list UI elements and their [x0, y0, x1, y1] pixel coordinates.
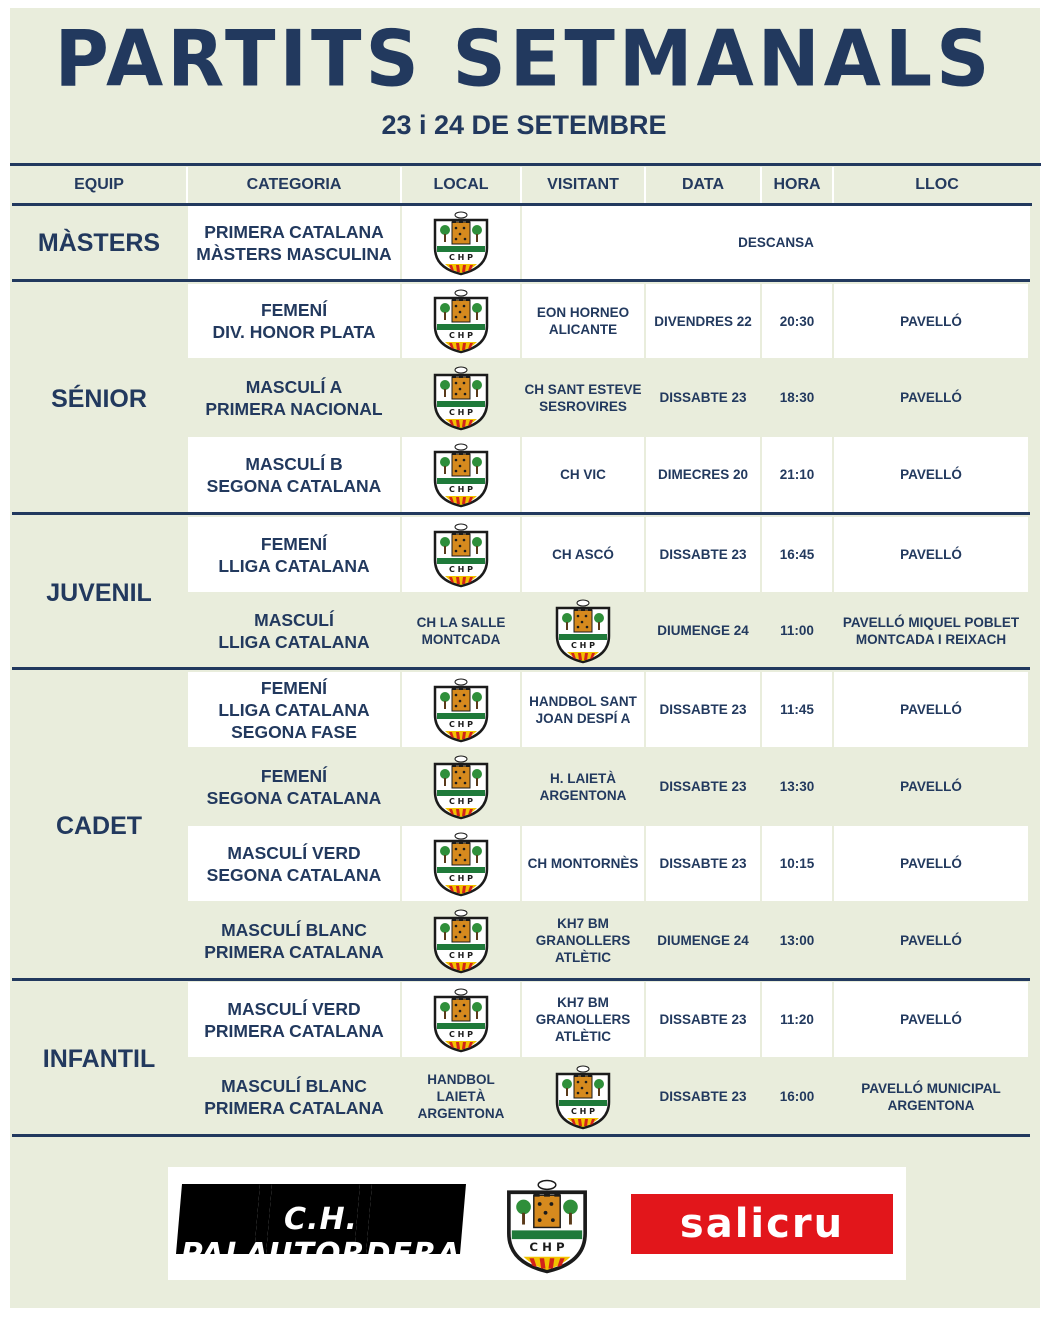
poster-subtitle: 23 i 24 DE SETEMBRE	[381, 110, 667, 140]
cell-text-line: ALICANTE	[548, 322, 618, 337]
cell-text-line: ARGENTONA	[887, 1097, 975, 1113]
visitant-cell	[522, 903, 644, 978]
time-cell	[762, 360, 832, 435]
cell-text-line: MASCULÍ A	[245, 376, 343, 397]
cell-text-line: CH ASCÓ	[552, 547, 614, 562]
svg-text:C H P: C H P	[449, 564, 473, 574]
cell-text-line: PAVELLÓ	[900, 702, 962, 717]
cell-text-line: MÀSTERS MASCULINA	[196, 243, 392, 264]
svg-text:C H P: C H P	[449, 796, 473, 806]
cell-text-line: CH LA SALLE	[416, 614, 506, 630]
category-cell	[188, 672, 400, 747]
cell-text-line: PAVELLÓ	[900, 1012, 962, 1027]
cell-text-line: PAVELLÓ	[900, 933, 962, 948]
category-cell	[188, 206, 400, 279]
svg-text:C H P: C H P	[449, 331, 473, 340]
svg-text:C H P: C H P	[449, 252, 473, 262]
category-cell	[188, 982, 400, 1057]
date-cell	[646, 903, 760, 978]
team-name: JUVENIL	[46, 578, 152, 607]
sponsor-logo-text: salicru	[679, 1201, 845, 1247]
time-cell	[762, 594, 832, 667]
match-time: 18:30	[779, 390, 815, 405]
chp-crest-icon	[431, 908, 491, 974]
chp-crest-icon	[431, 831, 491, 897]
cell-text-line: MASCULÍ BLANC	[221, 1075, 367, 1096]
venue-cell	[834, 982, 1028, 1057]
cell-text-line: LLIGA CATALANA	[218, 555, 370, 576]
header-column-divider	[832, 167, 834, 203]
cell-text-line: SEGONA CATALANA	[206, 787, 382, 808]
cell-text-line: GRANOLLERS	[535, 1012, 631, 1027]
visitant-cell	[522, 517, 644, 592]
column-header-lloc: LLOC	[834, 167, 1040, 203]
local-cell	[402, 284, 520, 358]
date-cell	[646, 284, 760, 358]
venue-cell	[834, 360, 1028, 435]
svg-text:C H P: C H P	[449, 719, 473, 729]
team-cell-màsters	[12, 206, 186, 281]
group-bottom-rule	[12, 512, 1030, 515]
match-date: DIVENDRES 22	[654, 313, 752, 329]
footer-crest-icon	[503, 1177, 591, 1275]
match-time: 11:45	[780, 702, 814, 717]
visitant-cell	[522, 594, 644, 667]
team-cell-infantil	[12, 982, 186, 1136]
visitant-cell	[522, 749, 644, 824]
date-cell	[646, 517, 760, 592]
cell-text-line: MASCULÍ	[254, 609, 334, 630]
cell-text-line: ARGENTONA	[417, 1106, 505, 1121]
time-cell	[762, 672, 832, 747]
match-time: 13:30	[779, 779, 815, 794]
cell-text-line: H. LAIETÀ	[549, 770, 616, 786]
match-date: DIMECRES 20	[657, 467, 749, 482]
rest-note: DESCANSA	[738, 235, 814, 250]
cell-text-line: MASCULÍ VERD	[227, 842, 361, 863]
match-time: 10:15	[779, 856, 815, 871]
group-bottom-rule	[12, 279, 1030, 282]
match-date: DISSABTE 23	[659, 1012, 747, 1027]
header-column-divider	[400, 167, 402, 203]
column-header-hora: HORA	[762, 167, 832, 203]
time-cell	[762, 517, 832, 592]
match-date: DISSABTE 23	[659, 1089, 747, 1104]
match-time: 13:00	[779, 933, 815, 948]
svg-text:C H P: C H P	[529, 1239, 565, 1254]
visitant-cell	[522, 826, 644, 901]
svg-text:C H P: C H P	[449, 484, 473, 494]
cell-text-line: PAVELLÓ	[900, 390, 962, 405]
chp-crest-icon	[553, 1064, 613, 1130]
cell-text-line: KH7 BM	[557, 995, 609, 1010]
cell-text-line: PRIMERA CATALANA	[204, 221, 384, 242]
venue-cell	[834, 594, 1028, 667]
cell-text-line: ATLÈTIC	[555, 950, 611, 965]
venue-cell	[834, 672, 1028, 747]
local-cell	[402, 903, 520, 978]
cell-text-line: MASCULÍ BLANC	[221, 919, 367, 940]
category-cell	[188, 903, 400, 978]
match-date: DISSABTE 23	[659, 702, 747, 717]
chp-crest-icon	[431, 288, 491, 354]
venue-cell	[834, 517, 1028, 592]
cell-text-line: FEMENÍ	[260, 765, 328, 786]
team-cell-cadet	[12, 672, 186, 980]
group-bottom-rule	[12, 667, 1030, 670]
cell-text-line: KH7 BM	[557, 916, 609, 931]
local-cell	[402, 517, 520, 592]
team-name: SÉNIOR	[51, 384, 147, 413]
cell-text-line: SEGONA CATALANA	[206, 864, 382, 885]
match-date: DISSABTE 23	[659, 547, 747, 562]
match-time: 20:30	[779, 313, 815, 329]
cell-text-line: PAVELLÓ MUNICIPAL	[861, 1080, 1001, 1096]
cell-text-line: SESROVIRES	[539, 398, 627, 414]
cell-text-line: LLIGA CATALANA	[218, 631, 370, 652]
category-cell	[188, 437, 400, 512]
cell-text-line: FEMENÍ	[260, 300, 328, 320]
cell-text-line: CH VIC	[560, 467, 606, 482]
group-bottom-rule	[12, 1134, 1030, 1137]
cell-text-line: PRIMERA NACIONAL	[205, 398, 383, 419]
cell-text-line: JOAN DESPÍ A	[535, 710, 631, 726]
cell-text-line: PAVELLÓ	[900, 313, 962, 329]
date-cell	[646, 1059, 760, 1134]
chp-crest-icon	[431, 754, 491, 820]
venue-cell	[834, 437, 1028, 512]
venue-cell	[834, 1059, 1028, 1134]
cell-text-line: MONTCADA	[421, 631, 501, 647]
svg-text:C H P: C H P	[571, 1106, 595, 1116]
cell-text-line: CH MONTORNÈS	[527, 856, 639, 871]
column-header-categoria: CATEGORIA	[188, 167, 400, 203]
svg-text:C H P: C H P	[449, 1029, 473, 1039]
local-cell	[402, 437, 520, 512]
date-cell	[646, 982, 760, 1057]
cell-text-line: SEGONA FASE	[231, 721, 357, 742]
match-date: DIUMENGE 24	[657, 933, 749, 948]
cell-text-line: HANDBOL LAIETÀ	[427, 1072, 495, 1104]
chp-crest-icon	[431, 365, 491, 431]
chp-crest-icon	[431, 210, 491, 276]
sponsor-logo	[631, 1194, 893, 1254]
club-logo-text: C.H. PALAUTORDERA	[180, 1202, 462, 1272]
visitant-cell	[522, 672, 644, 747]
venue-cell	[834, 903, 1028, 978]
visitant-cell	[522, 284, 644, 358]
local-cell	[402, 826, 520, 901]
svg-text:C H P: C H P	[449, 407, 473, 417]
local-cell	[402, 360, 520, 435]
cell-text-line: PAVELLÓ	[900, 547, 962, 562]
match-date: DISSABTE 23	[659, 390, 747, 405]
cell-text-line: PAVELLÓ	[900, 467, 962, 482]
date-cell	[646, 360, 760, 435]
chp-crest-icon	[553, 598, 613, 664]
date-cell	[646, 594, 760, 667]
header-top-rule	[10, 163, 1041, 166]
cell-text-line: FEMENÍ	[260, 533, 328, 554]
column-header-local: LOCAL	[402, 167, 520, 203]
time-cell	[762, 903, 832, 978]
local-cell	[402, 672, 520, 747]
cell-text-line: PRIMERA CATALANA	[204, 941, 384, 962]
cell-text-line: DIV. HONOR PLATA	[212, 322, 376, 342]
chp-crest-icon	[431, 987, 491, 1053]
cell-text-line: PAVELLÓ MIQUEL POBLET	[842, 614, 1020, 630]
venue-cell	[834, 826, 1028, 901]
category-cell	[188, 517, 400, 592]
match-time: 21:10	[779, 467, 815, 482]
group-bottom-rule	[12, 978, 1030, 981]
cell-text-line: HANDBOL SANT	[529, 693, 637, 709]
match-time: 16:00	[779, 1089, 815, 1104]
local-cell	[402, 749, 520, 824]
descansa-cell	[522, 206, 1030, 279]
cell-text-line: EON HORNEO	[536, 305, 630, 320]
chp-crest-icon	[431, 677, 491, 743]
time-cell	[762, 749, 832, 824]
time-cell	[762, 284, 832, 358]
cell-text-line: MONTCADA I REIXACH	[855, 631, 1007, 647]
cell-text-line: PRIMERA CATALANA	[204, 1020, 384, 1041]
local-cell	[402, 206, 520, 279]
local-cell	[402, 594, 520, 667]
time-cell	[762, 982, 832, 1057]
column-header-visitant: VISITANT	[522, 167, 644, 203]
cell-text-line: ARGENTONA	[539, 787, 627, 803]
local-cell	[402, 1059, 520, 1134]
match-date: DISSABTE 23	[659, 779, 747, 794]
time-cell	[762, 826, 832, 901]
match-time: 11:00	[780, 623, 814, 638]
time-cell	[762, 1059, 832, 1134]
category-cell	[188, 594, 400, 667]
cell-text-line: MASCULÍ B	[245, 453, 343, 474]
team-name: CADET	[55, 811, 143, 840]
category-cell	[188, 360, 400, 435]
category-cell	[188, 826, 400, 901]
visitant-cell	[522, 1059, 644, 1134]
venue-cell	[834, 284, 1028, 358]
category-cell	[188, 284, 400, 358]
cell-text-line: CH SANT ESTEVE	[524, 381, 642, 397]
cell-text-line: FEMENÍ	[260, 677, 328, 698]
cell-text-line: PAVELLÓ	[900, 779, 962, 794]
visitant-cell	[522, 360, 644, 435]
category-cell	[188, 1059, 400, 1134]
match-date: DISSABTE 23	[659, 856, 747, 871]
svg-text:C H P: C H P	[449, 950, 473, 960]
column-header-data: DATA	[646, 167, 760, 203]
cell-text-line: ATLÈTIC	[555, 1029, 611, 1044]
date-cell	[646, 437, 760, 512]
date-cell	[646, 826, 760, 901]
team-name: MÀSTERS	[37, 229, 161, 257]
header-column-divider	[520, 167, 522, 203]
column-header-equip: EQUIP	[12, 167, 186, 203]
chp-crest-icon	[431, 522, 491, 588]
cell-text-line: MASCULÍ VERD	[227, 998, 361, 1019]
date-cell	[646, 672, 760, 747]
cell-text-line: PAVELLÓ	[900, 856, 962, 871]
header-column-divider	[186, 167, 188, 203]
match-time: 11:20	[780, 1012, 814, 1027]
category-cell	[188, 749, 400, 824]
cell-text-line: SEGONA CATALANA	[206, 475, 382, 496]
venue-cell	[834, 749, 1028, 824]
team-cell-juvenil	[12, 517, 186, 669]
match-time: 16:45	[779, 547, 815, 562]
cell-text-line: PRIMERA CATALANA	[204, 1097, 384, 1118]
svg-text:C H P: C H P	[571, 640, 595, 650]
local-cell	[402, 982, 520, 1057]
date-cell	[646, 749, 760, 824]
header-column-divider	[760, 167, 762, 203]
team-name: INFANTIL	[42, 1044, 156, 1073]
cell-text-line: GRANOLLERS	[535, 933, 631, 948]
visitant-cell	[522, 982, 644, 1057]
match-date: DIUMENGE 24	[657, 623, 749, 638]
svg-text:C H P: C H P	[449, 873, 473, 883]
chp-crest-icon	[431, 442, 491, 508]
team-cell-sénior	[12, 284, 186, 514]
header-column-divider	[644, 167, 646, 203]
cell-text-line: LLIGA CATALANA	[218, 699, 370, 720]
time-cell	[762, 437, 832, 512]
visitant-cell	[522, 437, 644, 512]
poster-title: PARTITS SETMANALS	[54, 13, 994, 105]
